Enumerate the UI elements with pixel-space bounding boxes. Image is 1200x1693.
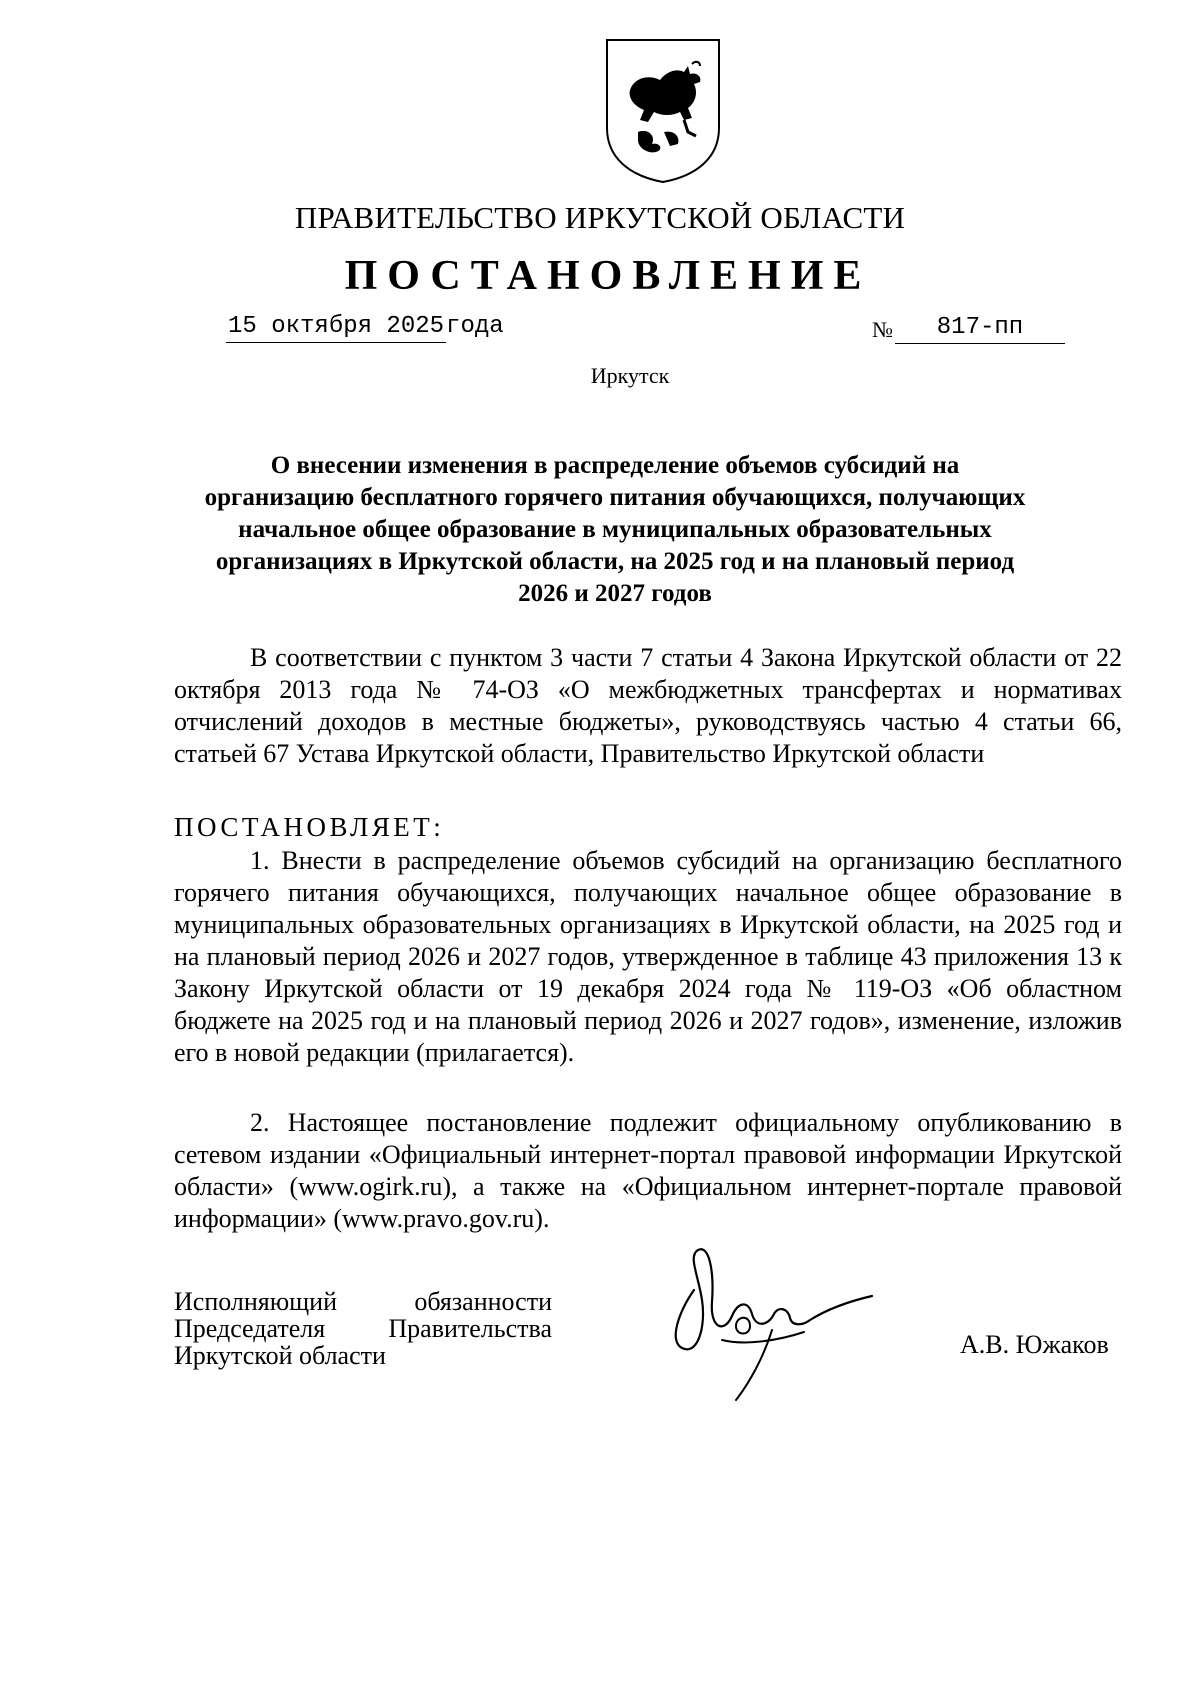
position-word: Иркутской области (174, 1341, 386, 1370)
item-1-paragraph: 1. Внести в распределение объемов субсидий на организацию бесплатного горячего питания обучающихся, получающих начальное общее образование в муниципальных образовательных организациях в Иркутской области, на 2025 год и на плановый период 2026 и 2027 годов, утвержденное в таблице 43 приложения 13 к Закону Иркутской области от 19 декабря 2024 года № 119-ОЗ «Об областном бюджете на 2025 год и на плановый период 2026 и 2027 годов», изменение, изложив его в новой редакции (прилагается). (174, 846, 1122, 1067)
title-line: организацию бесплатного горячего питания обучающихся, получающих (204, 484, 1026, 511)
handwritten-signature-icon (640, 1230, 900, 1410)
document-kind-title: ПОСТАНОВЛЕНИЕ (344, 253, 872, 299)
document-number (872, 313, 1065, 344)
document-date (226, 313, 504, 343)
number-sign: № (872, 317, 893, 342)
title-line: начальное общее образование в муниципальных образовательных (238, 516, 992, 543)
government-name: ПРАВИТЕЛЬСТВО ИРКУТСКОЙ ОБЛАСТИ (294, 200, 906, 235)
date-value: 15 октября 2025 (226, 313, 446, 343)
signer-name: А.В. Южаков (960, 1330, 1109, 1359)
position-word: Председателя (174, 1314, 326, 1343)
position-word: Правительства (388, 1314, 552, 1343)
signer-position (174, 1288, 552, 1369)
date-suffix: года (446, 313, 504, 340)
irkutsk-coat-of-arms-icon (604, 36, 722, 184)
title-line: О внесении изменения в распределение объемов субсидий на (270, 452, 960, 479)
decree-word: ПОСТАНОВЛЯЕТ: (174, 812, 445, 842)
title-line: 2026 и 2027 годов (518, 580, 712, 607)
document-subject-title (180, 450, 1050, 610)
city-name: Иркутск (590, 363, 670, 388)
item-2-paragraph: 2. Настоящее постановление подлежит официальному опубликованию в сетевом издании «Официальный интернет-портал правовой информации Иркутской области» (www.ogirk.ru), а также на «Официальном интернет-портале правовой информации» (www.pravo.gov.ru). (174, 1108, 1122, 1233)
position-word: Исполняющий (174, 1287, 338, 1316)
number-value: 817-пп (895, 314, 1065, 344)
preamble-paragraph: В соответствии с пунктом 3 части 7 статьи 4 Закона Иркутской области от 22 октября 2013 года № 74-ОЗ «О межбюджетных трансфертах и нормативах отчислений доходов в местные бюджеты», руководствуясь частью 4 статьи 66, статьей 67 Устава Иркутской области, Правительство Иркутской области (174, 643, 1122, 768)
title-line: организациях в Иркутской области, на 2025 год и на плановый период (215, 548, 1015, 575)
position-word: обязанности (414, 1287, 552, 1316)
